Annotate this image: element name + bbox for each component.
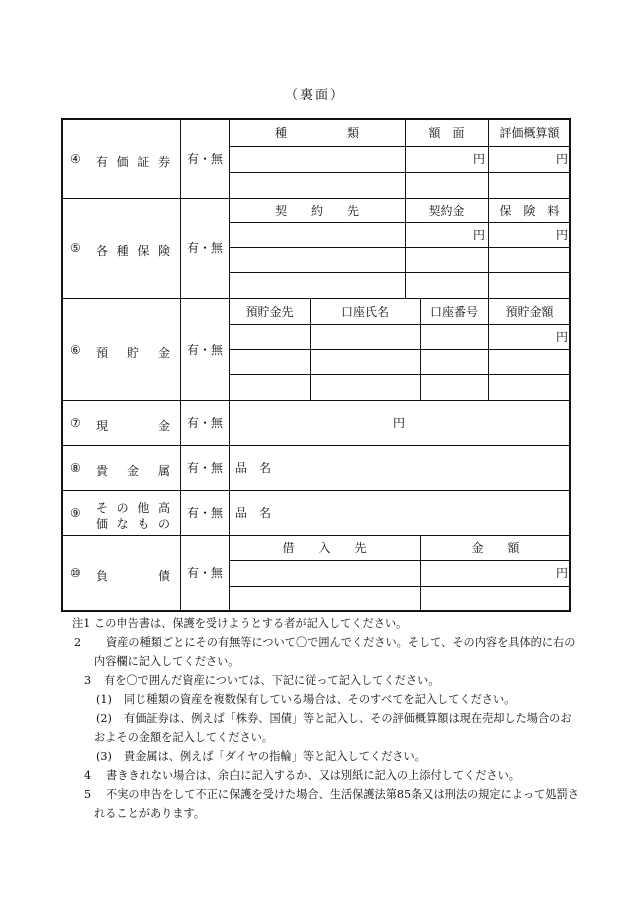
- yen-label: 円: [556, 330, 569, 344]
- header-savings-amount: 預貯金額: [505, 305, 554, 319]
- yen-label: 円: [556, 566, 569, 580]
- row-label-insurance: 各 種 保 険: [96, 244, 170, 258]
- row-label-securities: 有 価 証 券: [96, 155, 170, 169]
- row-label-cash: 現 金: [96, 419, 170, 433]
- row-label-other-valuables-line1: そ の 他 高: [96, 501, 170, 515]
- note-item: 2 資産の種類ごとにその有無等について〇で囲んでください。そして、その内容を具体的に右の内容欄に記入してください。: [74, 636, 576, 668]
- yes-no-insurance[interactable]: 有・無: [186, 241, 223, 255]
- row-number: ⑦: [70, 416, 81, 430]
- row-label-savings: 預 貯 金: [96, 346, 170, 360]
- header-premium: 保 険 料: [499, 204, 560, 218]
- yen-label: 円: [556, 152, 569, 166]
- yes-no-other-valuables[interactable]: 有・無: [186, 506, 223, 520]
- note-item: (1) 同じ種類の資産を複数保有している場合は、そのすべてを記入してください。: [96, 693, 516, 706]
- asset-declaration-table: [61, 118, 571, 612]
- row-label-debt: 負 債: [96, 569, 170, 583]
- yen-label: 円: [393, 416, 406, 430]
- page-title: （裏面）: [284, 88, 345, 103]
- header-estimated-value: 評価概算額: [499, 126, 560, 140]
- header-debt-amount: 金 額: [471, 541, 520, 555]
- header-account-holder: 口座氏名: [340, 305, 389, 319]
- header-lender: 借 入 先: [282, 541, 367, 555]
- header-type: 種 類: [274, 126, 359, 140]
- row-label-other-valuables-line2: 価 な も の: [96, 517, 170, 531]
- row-number: ⑥: [70, 343, 81, 357]
- note-item: 5 不実の申告をして不正に保護を受けた場合、生活保護法第85条又は刑法の規定によって処罰されることがあります。: [84, 788, 579, 820]
- note-item: (2) 有価証券は、例えば「株券、国債」等と記入し、その評価概算額は現在売却した場合のおおよその金額を記入してください。: [94, 712, 572, 744]
- header-contractor: 契 約 先: [274, 204, 359, 218]
- row-number: ⑨: [70, 506, 81, 520]
- row-number: ⑩: [70, 566, 81, 580]
- header-bank: 預貯金先: [245, 305, 294, 319]
- yen-label: 円: [556, 228, 569, 242]
- header-contract-amount: 契約金: [428, 204, 465, 218]
- header-account-number: 口座番号: [429, 305, 478, 319]
- note-item: (3) 貴金属は、例えば「ダイヤの指輪」等と記入してください。: [96, 750, 426, 763]
- header-face-value: 額 面: [428, 126, 465, 140]
- item-name-label: 品 名: [235, 506, 272, 520]
- note-item: 4 書ききれない場合は、余白に記入するか、又は別紙に記入の上添付してください。: [84, 769, 520, 782]
- yes-no-debt[interactable]: 有・無: [186, 566, 223, 580]
- row-number: ④: [70, 152, 81, 166]
- row-number: ⑧: [70, 461, 81, 475]
- yes-no-precious-metals[interactable]: 有・無: [186, 461, 223, 475]
- row-label-precious-metals: 貴 金 属: [96, 464, 170, 478]
- yes-no-savings[interactable]: 有・無: [186, 343, 223, 357]
- yes-no-securities[interactable]: 有・無: [186, 152, 223, 166]
- item-name-label: 品 名: [235, 461, 272, 475]
- yen-label: 円: [473, 152, 486, 166]
- note-item: 注1 この申告書は、保護を受けようとする者が記入してください。: [72, 617, 408, 630]
- notes-section: [72, 614, 582, 823]
- yes-no-cash[interactable]: 有・無: [186, 416, 223, 430]
- note-item: 3 有を〇で囲んだ資産については、下記に従って記入してください。: [84, 674, 440, 687]
- row-number: ⑤: [70, 241, 81, 255]
- yen-label: 円: [473, 228, 486, 242]
